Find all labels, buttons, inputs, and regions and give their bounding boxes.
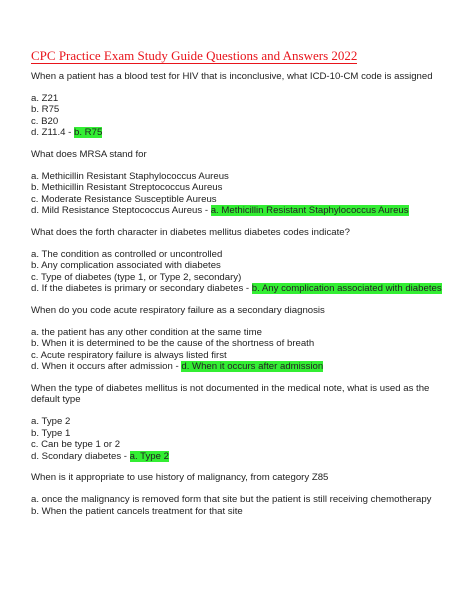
document-title: CPC Practice Exam Study Guide Questions and Answers 2022 bbox=[31, 48, 358, 63]
answer-option: d. If the diabetes is primary or secondary diabetes - bbox=[31, 283, 252, 295]
question-text: When is it appropriate to use history of malignancy, from category Z85 bbox=[31, 472, 329, 484]
answer-option: a. Type 2 bbox=[31, 416, 71, 428]
question-block bbox=[31, 149, 444, 217]
answer-option: d. Z11.4 - bbox=[31, 127, 75, 139]
answer-option-with-answer bbox=[31, 127, 444, 139]
question-block bbox=[31, 305, 444, 373]
answer-option: a. the patient has any other condition at the same time bbox=[31, 326, 262, 338]
answer-option-with-answer bbox=[31, 205, 444, 217]
answer-option-with-answer bbox=[31, 451, 444, 463]
answer-option: d. Mild Resistance Steptococcus Aureus - bbox=[31, 205, 211, 217]
highlighted-answer: b. R75 bbox=[74, 127, 103, 139]
question-block bbox=[31, 383, 444, 463]
answer-option: c. Type of diabetes (type 1, or Type 2, secondary) bbox=[31, 271, 242, 283]
question-text: What does the forth character in diabetes mellitus diabetes codes indicate? bbox=[31, 226, 350, 238]
answer-option: a. Z21 bbox=[31, 92, 59, 104]
answer-option: b. Type 1 bbox=[31, 427, 71, 439]
answer-option: b. Methicillin Resistant Streptococcus Aureus bbox=[31, 182, 223, 194]
question-text: What does MRSA stand for bbox=[31, 148, 147, 160]
answer-option-with-answer bbox=[31, 283, 444, 295]
highlighted-answer: a. Methicillin Resistant Staphylococcus Aureus bbox=[210, 205, 409, 217]
highlighted-answer: d. When it occurs after admission bbox=[181, 361, 324, 373]
highlighted-answer: a. Type 2 bbox=[129, 450, 169, 462]
highlighted-answer: b. Any complication associated with diabetes bbox=[251, 283, 442, 295]
question-block bbox=[31, 472, 444, 517]
answer-option: b. R75 bbox=[31, 104, 60, 116]
question-text: When a patient has a blood test for HIV that is inconclusive, what ICD-10-CM code is assigned bbox=[31, 71, 433, 82]
answer-option: a. The condition as controlled or uncontrolled bbox=[31, 248, 223, 260]
answer-option: b. When it is determined to be the cause of the shortness of breath bbox=[31, 338, 315, 350]
answer-option: b. When the patient cancels treatment for that site bbox=[31, 505, 243, 517]
question-text: When the type of diabetes mellitus is not documented in the medical note, what is used as the default type bbox=[31, 382, 430, 406]
answer-option: a. once the malignancy is removed form that site but the patient is still receiving chemotherapy bbox=[31, 494, 432, 506]
answer-option: b. Any complication associated with diabetes bbox=[31, 260, 221, 272]
answer-option: d. Scondary diabetes - bbox=[31, 450, 130, 462]
answer-option: c. Moderate Resistance Susceptible Aureus bbox=[31, 193, 217, 205]
question-text: When do you code acute respiratory failure as a secondary diagnosis bbox=[31, 304, 325, 316]
answer-option: c. B20 bbox=[31, 115, 59, 127]
question-block bbox=[31, 71, 444, 139]
answer-option: a. Methicillin Resistant Staphylococcus Aureus bbox=[31, 170, 229, 182]
answer-option: c. Can be type 1 or 2 bbox=[31, 439, 121, 451]
question-block bbox=[31, 227, 444, 295]
answer-option: d. When it occurs after admission - bbox=[31, 361, 182, 373]
answer-option: c. Acute respiratory failure is always listed first bbox=[31, 349, 227, 361]
answer-option-with-answer bbox=[31, 361, 444, 373]
